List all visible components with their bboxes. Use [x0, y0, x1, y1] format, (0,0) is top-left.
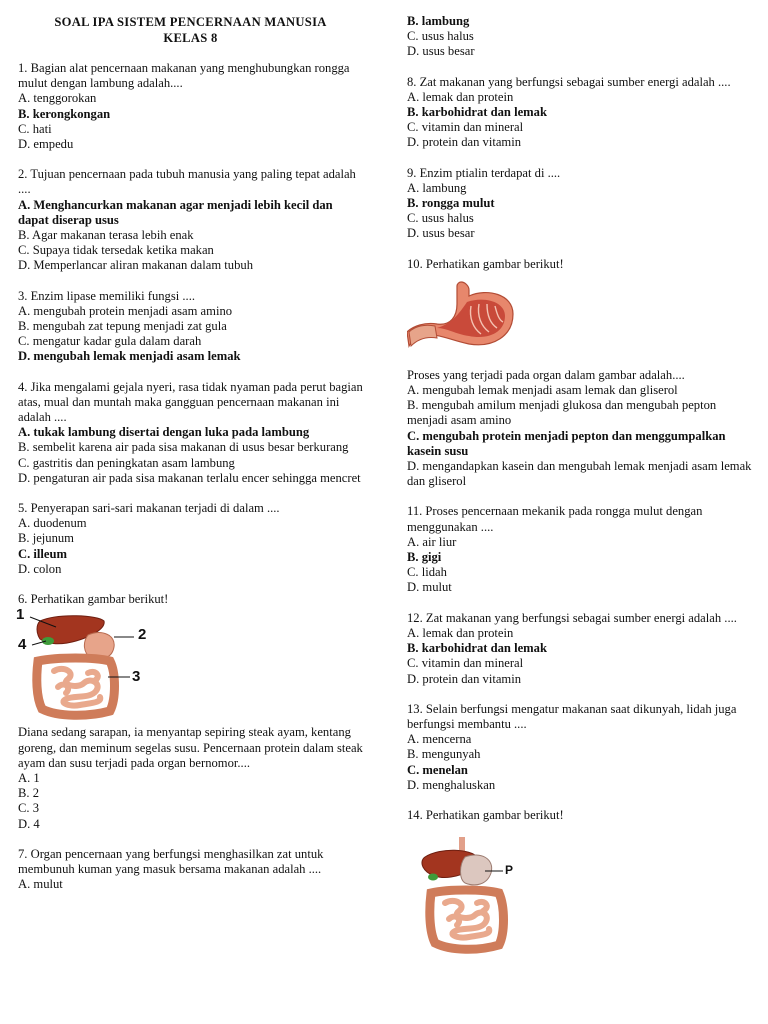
question-9 [407, 166, 752, 242]
question-8 [407, 75, 752, 151]
option-a: A. lemak dan protein [407, 625, 514, 640]
option-a: A. mengubah lemak menjadi asam lemak dan gliserol [407, 383, 678, 398]
question-stem: 9. Enzim ptialin terdapat di .... [407, 165, 561, 180]
question-stem: 1. Bagian alat pencernaan makanan yang menghubungkan rongga mulut dengan lambung adalah.... [18, 61, 350, 91]
option-d: D. colon [18, 561, 62, 576]
question-6 [18, 592, 363, 832]
question-12 [407, 611, 752, 687]
question-11 [407, 504, 752, 595]
question-stem: 3. Enzim lipase memiliki fungsi .... [18, 288, 195, 303]
option-b: B. 2 [18, 786, 39, 801]
question-stem: 10. Perhatikan gambar berikut! [407, 256, 564, 271]
question-14 [407, 808, 752, 957]
option-d: D. mulut [407, 580, 452, 595]
option-c: C. lidah [407, 565, 447, 580]
option-d: D. mengubah lemak menjadi asam lemak [18, 349, 241, 364]
option-b: B. jejunum [18, 531, 74, 546]
figure-label-2: 2 [138, 626, 147, 644]
option-c: C. gastritis dan peningkatan asam lambung [18, 455, 235, 470]
question-5 [18, 501, 363, 577]
option-a: A. tenggorokan [18, 91, 97, 106]
question-stem: 14. Perhatikan gambar berikut! [407, 807, 564, 822]
right-column [407, 14, 752, 957]
option-a: A. Menghancurkan makanan agar menjadi lebih kecil dan dapat diserap usus [18, 197, 333, 227]
question-1 [18, 61, 363, 152]
option-a: A. tukak lambung disertai dengan luka pada lambung [18, 425, 310, 440]
option-b: B. mengunyah [407, 747, 481, 762]
stomach-figure [407, 280, 752, 368]
option-b: B. karbohidrat dan lemak [407, 641, 547, 656]
title-line-1: SOAL IPA SISTEM PENCERNAAN MANUSIA [54, 15, 327, 29]
option-c: C. mengatur kadar gula dalam darah [18, 334, 202, 349]
title-line-2: KELAS 8 [163, 31, 218, 45]
option-b: B. gigi [407, 550, 442, 565]
figure-label-p: P [505, 863, 514, 878]
digestive-organs-illustration [419, 837, 529, 957]
question-stem: 11. Proses pencernaan mekanik pada rongga mulut dengan menggunakan .... [407, 504, 703, 534]
option-b: B. rongga mulut [407, 196, 495, 211]
option-a: A. air liur [407, 534, 457, 549]
question-3 [18, 289, 363, 365]
option-c: C. Supaya tidak tersedak ketika makan [18, 243, 214, 258]
question-stem: 2. Tujuan pencernaan pada tubuh manusia yang paling tepat adalah .... [18, 167, 356, 197]
option-b: B. kerongkongan [18, 106, 111, 121]
option-a: A. duodenum [18, 516, 87, 531]
question-scenario: Diana sedang sarapan, ia menyantap sepiring steak ayam, kentang goreng, dan meminum segelas susu. Pencernaan protein dalam steak ayam dan susu terjadi pada organ bernomor.... [18, 725, 363, 770]
option-b: B. Agar makanan terasa lebih enak [18, 228, 194, 243]
question-prompt: Proses yang terjadi pada organ dalam gambar adalah.... [407, 367, 685, 382]
option-c: C. hati [18, 121, 52, 136]
option-b: B. lambung [407, 14, 470, 28]
option-a: A. lemak dan protein [407, 89, 514, 104]
option-a: A. 1 [18, 770, 40, 785]
option-d: D. mengandapkan kasein dan mengubah lemak menjadi asam lemak dan gliserol [407, 459, 752, 489]
figure-label-1: 1 [16, 606, 25, 624]
option-a: A. mulut [18, 877, 63, 892]
question-stem: 12. Zat makanan yang berfungsi sebagai sumber energi adalah .... [407, 610, 737, 625]
question-4 [18, 380, 363, 486]
option-c: C. usus halus [407, 211, 474, 226]
option-d: D. empedu [18, 137, 74, 152]
question-13 [407, 702, 752, 793]
stomach-illustration [407, 280, 527, 360]
question-stem: 7. Organ pencernaan yang berfungsi menghasilkan zat untuk membunuh kuman yang masuk bersama makanan adalah .... [18, 846, 324, 876]
option-d: D. menghaluskan [407, 777, 496, 792]
option-c: C. illeum [18, 546, 67, 561]
question-2 [18, 167, 363, 273]
option-a: A. mengubah protein menjadi asam amino [18, 303, 233, 318]
option-c: C. usus halus [407, 29, 474, 44]
option-d: D. protein dan vitamin [407, 671, 522, 686]
question-7 [18, 847, 363, 893]
option-c: C. 3 [18, 801, 39, 816]
option-a: A. lambung [407, 180, 467, 195]
option-b: B. sembelit karena air pada sisa makanan di usus besar berkurang [18, 440, 349, 455]
option-c: C. mengubah protein menjadi pepton dan menggumpalkan kasein susu [407, 428, 726, 458]
option-d: D. usus besar [407, 44, 475, 59]
worksheet-title [18, 14, 363, 46]
question-10 [407, 257, 752, 490]
question-stem: 13. Selain berfungsi mengatur makanan saat dikunyah, lidah juga berfungsi membantu .... [407, 701, 737, 731]
option-c: C. vitamin dan mineral [407, 656, 524, 671]
question-7-continued [407, 14, 752, 60]
option-a: A. mencerna [407, 732, 472, 747]
digestive-p-figure [419, 837, 752, 957]
question-stem: 4. Jika mengalami gejala nyeri, rasa tidak nyaman pada perut bagian atas, mual dan muntah maka gangguan pencernaan makanan ini adalah .... [18, 379, 363, 425]
digestive-organs-illustration [18, 607, 168, 725]
option-d: D. 4 [18, 816, 40, 831]
question-stem: 6. Perhatikan gambar berikut! [18, 592, 169, 607]
option-d: D. usus besar [407, 226, 475, 241]
option-b: B. mengubah amilum menjadi glukosa dan mengubah pepton menjadi asam amino [407, 398, 717, 428]
option-d: D. Memperlancar aliran makanan dalam tubuh [18, 258, 253, 273]
option-c: C. vitamin dan mineral [407, 120, 524, 135]
digestive-system-figure [18, 607, 363, 725]
figure-label-3: 3 [132, 668, 141, 686]
left-column [18, 14, 363, 892]
question-stem: 8. Zat makanan yang berfungsi sebagai sumber energi adalah .... [407, 74, 731, 89]
figure-label-4: 4 [18, 636, 27, 654]
option-c: C. menelan [407, 762, 468, 777]
question-stem: 5. Penyerapan sari-sari makanan terjadi di dalam .... [18, 501, 280, 516]
option-d: D. pengaturan air pada sisa makanan terlalu encer sehingga mencret [18, 470, 361, 485]
option-b: B. karbohidrat dan lemak [407, 105, 547, 120]
option-d: D. protein dan vitamin [407, 135, 522, 150]
option-b: B. mengubah zat tepung menjadi zat gula [18, 319, 227, 334]
